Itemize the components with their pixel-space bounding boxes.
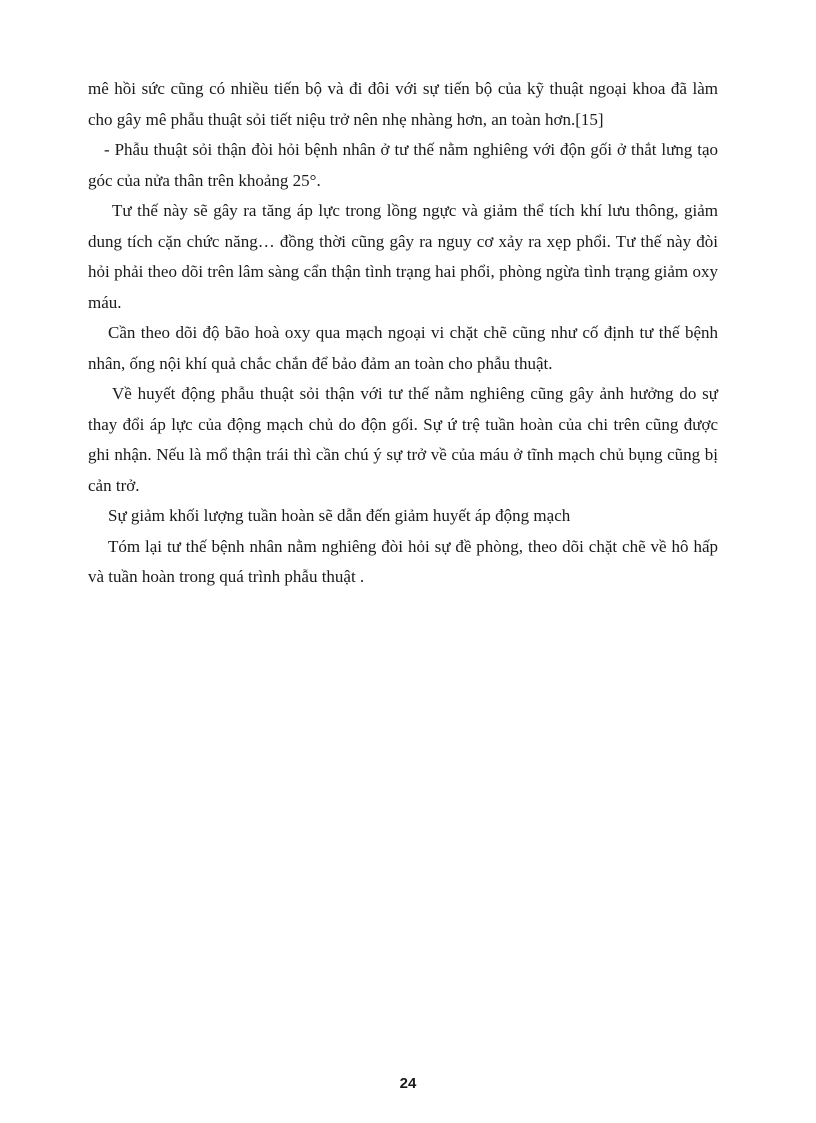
paragraph-position-effects: Tư thế này sẽ gây ra tăng áp lực trong lồng ngực và giảm thể tích khí lưu thông, giảm dung tích cặn chức năng… đồng thời cũng gây ra nguy cơ xảy ra xẹp phổi. Tư thế này đòi hỏi phải theo dõi trên lâm sàng cẩn thận tình trạng hai phổi, phòng ngừa tình trạng giảm oxy máu. xyxy=(88,201,718,312)
page-number: 24 xyxy=(399,1075,417,1092)
paragraph-oxygen-monitoring: Cần theo dõi độ bão hoà oxy qua mạch ngoại vi chặt chẽ cũng như cố định tư thế bệnh nhân, ống nội khí quả chắc chắn để bảo đảm an toàn cho phẫu thuật. xyxy=(88,323,718,373)
paragraph-hemodynamics: Về huyết động phẫu thuật sỏi thận với tư thế nằm nghiêng cũng gây ảnh hưởng do sự thay đổi áp lực của động mạch chủ do độn gối. Sự ứ trệ tuần hoàn của chi trên cũng được ghi nhận. Nếu là mổ thận trái thì cần chú ý sự trở về của máu ở tĩnh mạch chủ bụng cũng bị cản trở. xyxy=(88,384,718,495)
paragraph-kidney-surgery-position: - Phẫu thuật sỏi thận đòi hỏi bệnh nhân ở tư thế nằm nghiêng với độn gối ở thắt lưng tạo góc của nửa thân trên khoảng 25°. xyxy=(88,140,718,190)
paragraph-summary: Tóm lại tư thế bệnh nhân nằm nghiêng đòi hỏi sự đề phòng, theo dõi chặt chẽ về hô hấp và tuần hoàn trong quá trình phẫu thuật . xyxy=(88,536,718,586)
paragraph-circulation-volume: Sự giảm khối lượng tuần hoàn sẽ dẫn đến giảm huyết áp động mạch xyxy=(108,506,571,525)
paragraph-continuation: mê hồi sức cũng có nhiều tiến bộ và đi đôi với sự tiến bộ của kỹ thuật ngoại khoa đã làm cho gây mê phẫu thuật sỏi tiết niệu trở nên nhẹ nhàng hơn, an toàn hơn.[15] xyxy=(88,79,718,129)
document-body xyxy=(88,74,718,593)
